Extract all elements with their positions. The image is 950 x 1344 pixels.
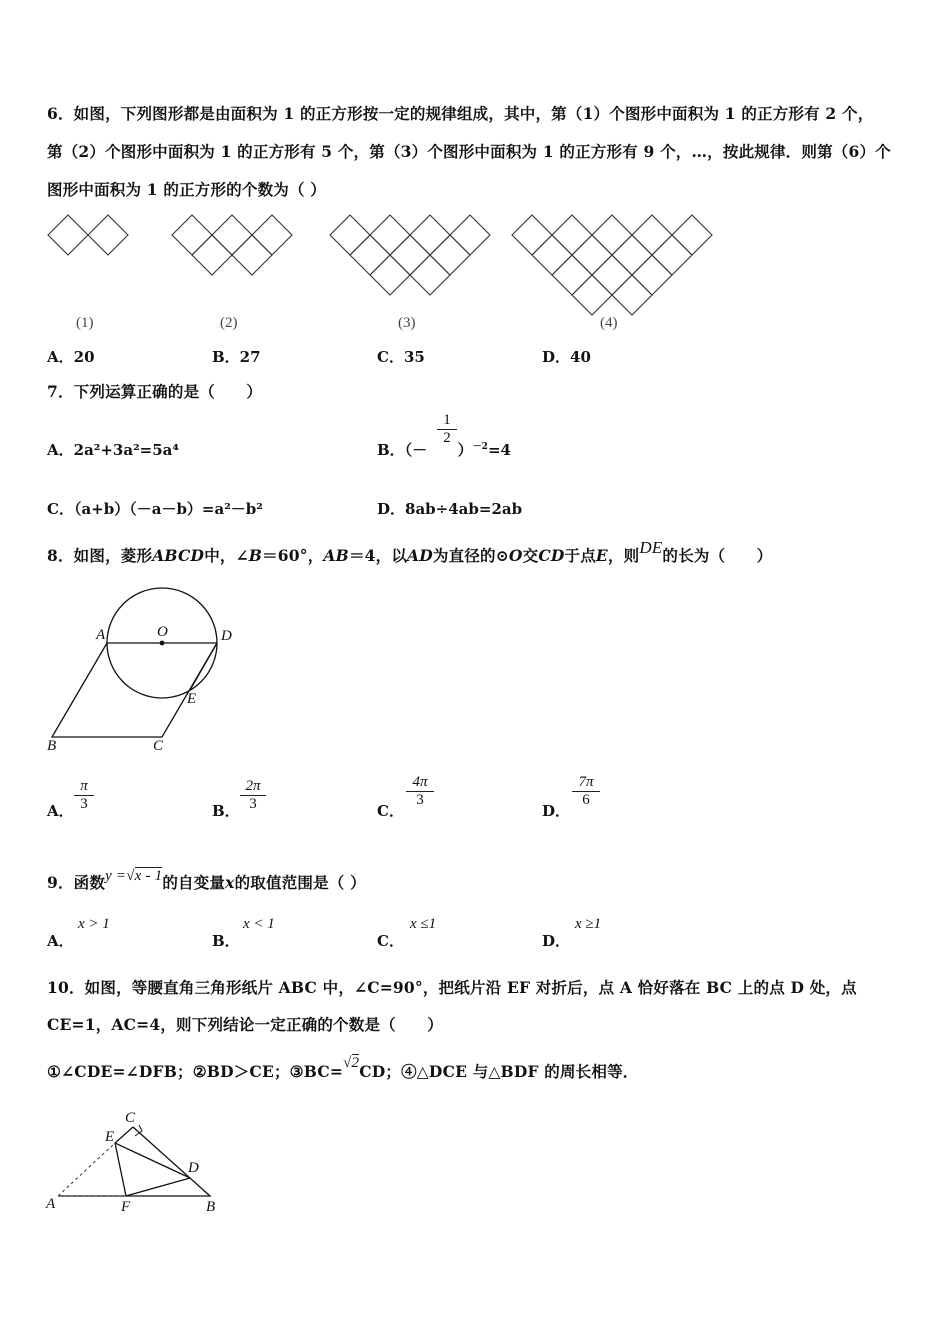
q6-fig1-label: (1) <box>76 315 94 331</box>
q8-stem-pre: 8．如图，菱形 <box>47 546 153 565</box>
q7-option-b-num: 1 <box>443 412 451 428</box>
q8-abcd: ABCD <box>152 546 205 565</box>
q8-stem-mid4: 为直径的⊙ <box>432 546 509 565</box>
q6-fig2-label: (2) <box>220 315 238 331</box>
q7-option-b-exp: －2 <box>472 442 488 452</box>
q10-stem-line3: ①∠CDE=∠DFB；②BD＞CE；③BC=√2CD；④△DCE 与△BDF 的周长相等． <box>47 1055 639 1081</box>
q8-stem-end: 的长为（ ） <box>662 546 773 565</box>
q8-option-c-fraction <box>406 774 434 809</box>
q6-fig3-label: (3) <box>398 315 416 331</box>
q8-cd: CD <box>538 546 565 565</box>
q8-option-a[interactable]: A． <box>47 802 74 820</box>
q8-o: O <box>508 546 523 565</box>
q8-stem-mid3: ＝4，以 <box>348 546 408 565</box>
q10-dashed-ae <box>58 1143 115 1196</box>
q7-option-a-prefix: A． <box>47 441 74 459</box>
q6-figure-2 <box>172 215 292 275</box>
q6-fig4-label: (4) <box>600 315 618 331</box>
q7-option-b-prefix: B．（－ <box>377 441 428 459</box>
q10-label-a: A <box>46 1196 56 1212</box>
q10-segment-ed <box>115 1143 190 1178</box>
q7-option-c-prefix: C． <box>47 500 74 518</box>
q6-figure-1 <box>48 215 128 255</box>
q8-b: B <box>248 546 263 565</box>
q9-formula-radicand: x - 1 <box>134 868 163 884</box>
q9-option-a[interactable]: A． <box>47 932 74 950</box>
q7-option-d-prefix: D． <box>377 500 406 518</box>
q8-option-d-fraction <box>572 774 600 809</box>
q8-stem-mid7: ，则 <box>607 546 640 565</box>
q10-fold-ef <box>115 1143 126 1196</box>
q7-option-c[interactable] <box>47 498 263 519</box>
q8-stem-mid1: 中，∠ <box>204 546 249 565</box>
q9-option-a-expr: x > 1 <box>78 916 110 932</box>
q6-stem-line2: 第（2）个图形中面积为 1 的正方形有 5 个，第（3）个图形中面积为 1 的正方形有 9 个，…，按此规律．则第（6）个 <box>47 142 891 161</box>
q9-stem-end: 的取值范围是（ ） <box>234 873 366 892</box>
q7-option-c-text: （a+b）（－a－b）=a²－b² <box>73 500 263 518</box>
q10-stem-line2: CE=1，AC=4，则下列结论一定正确的个数是（ ） <box>47 1015 443 1034</box>
q8-e: E <box>595 546 608 565</box>
q6-stem-line1: 6．如图，下列图形都是由面积为 1 的正方形按一定的规律组成，其中，第（1）个图形中面积为 1 的正方形有 2 个， <box>47 104 874 123</box>
q10-sqrt-radicand: 2 <box>351 1055 360 1071</box>
q10-label-d: D <box>188 1160 199 1176</box>
q9-option-d[interactable]: D． <box>542 932 571 950</box>
q6-option-c[interactable]: C．35 <box>377 348 425 366</box>
q7-option-b-den: 2 <box>443 430 451 446</box>
q7-option-a-text: 2a²+3a²=5a⁴ <box>73 441 179 459</box>
q8-option-b[interactable]: B． <box>212 802 240 820</box>
q8-stem-mid2: ＝60°， <box>262 546 324 565</box>
q10-segment-fd <box>126 1178 190 1196</box>
q6-figure-3 <box>330 215 490 295</box>
q6-figure-4 <box>512 215 712 315</box>
q7-option-d[interactable] <box>377 498 522 519</box>
q9-x: x <box>225 873 235 892</box>
q8-label-a: A <box>96 627 106 643</box>
q8-stem-mid5: 交 <box>522 546 539 565</box>
q10-line3-pre: ①∠CDE=∠DFB；②BD＞CE；③BC= <box>47 1062 344 1081</box>
q8-label-d: D <box>221 628 232 644</box>
q9-stem: 9．函数y =√x - 1的自变量x的取值范围是（ ） <box>47 868 366 892</box>
q9-option-b-expr: x < 1 <box>243 916 275 932</box>
q6-option-d[interactable]: D．40 <box>542 348 591 366</box>
q10-label-b: B <box>206 1199 216 1215</box>
q7-option-b-fraction <box>437 412 457 447</box>
q8-option-b-num: 2π <box>245 778 261 794</box>
q8-option-a-den: 3 <box>80 796 88 812</box>
q9-formula-lhs: y = <box>105 868 127 884</box>
q8-option-d-den: 6 <box>582 792 590 808</box>
q8-option-a-num: π <box>80 778 88 794</box>
q9-stem-mid: 的自变量 <box>162 873 226 892</box>
q7-option-b-suffix: ） <box>457 441 473 459</box>
q8-arc-de: DE <box>639 538 663 557</box>
q8-option-b-den: 3 <box>249 796 257 812</box>
q8-label-c: C <box>153 738 164 754</box>
q6-option-b[interactable]: B．27 <box>212 348 261 366</box>
q10-label-e: E <box>105 1129 115 1145</box>
q6-stem-line3: 图形中面积为 1 的正方形的个数为（ ） <box>47 180 326 199</box>
q8-option-c[interactable]: C． <box>377 802 404 820</box>
q8-center-point <box>160 641 165 646</box>
q8-option-c-num: 4π <box>412 774 428 790</box>
q8-ad: AD <box>407 546 433 565</box>
q8-stem-mid6: 于点 <box>564 546 596 565</box>
q8-option-b-fraction <box>240 778 266 813</box>
q8-option-c-den: 3 <box>416 792 424 808</box>
q7-option-d-text: 8ab÷4ab=2ab <box>405 500 523 518</box>
q9-option-b[interactable]: B． <box>212 932 240 950</box>
q8-option-d[interactable]: D． <box>542 802 571 820</box>
q8-option-d-num: 7π <box>578 774 594 790</box>
q9-option-c[interactable]: C． <box>377 932 404 950</box>
q6-option-a[interactable]: A．20 <box>47 348 95 366</box>
q10-label-c: C <box>125 1110 136 1126</box>
q6-figures <box>0 205 950 345</box>
q8-label-e: E <box>187 691 197 707</box>
q9-option-d-expr: x ≥1 <box>575 916 602 932</box>
q9-option-c-expr: x ≤1 <box>410 916 437 932</box>
q9-stem-pre: 9．函数 <box>47 873 106 892</box>
q8-option-a-fraction <box>74 778 94 813</box>
q8-stem <box>47 538 773 566</box>
q7-option-a[interactable] <box>47 439 179 460</box>
q7-stem: 7．下列运算正确的是（ ） <box>47 382 263 401</box>
q8-label-o: O <box>157 624 168 640</box>
q7-option-b-tail: =4 <box>487 441 511 459</box>
q8-ab: AB <box>323 546 349 565</box>
q10-line3-post: CD；④△DCE 与△BDF 的周长相等． <box>359 1062 639 1081</box>
q10-label-f: F <box>121 1199 131 1215</box>
q8-label-b: B <box>47 738 57 754</box>
q10-stem-line1: 10．如图，等腰直角三角形纸片 ABC 中，∠C=90°，把纸片沿 EF 对折后，点 A 恰好落在 BC 上的点 D 处，点 <box>47 978 857 997</box>
